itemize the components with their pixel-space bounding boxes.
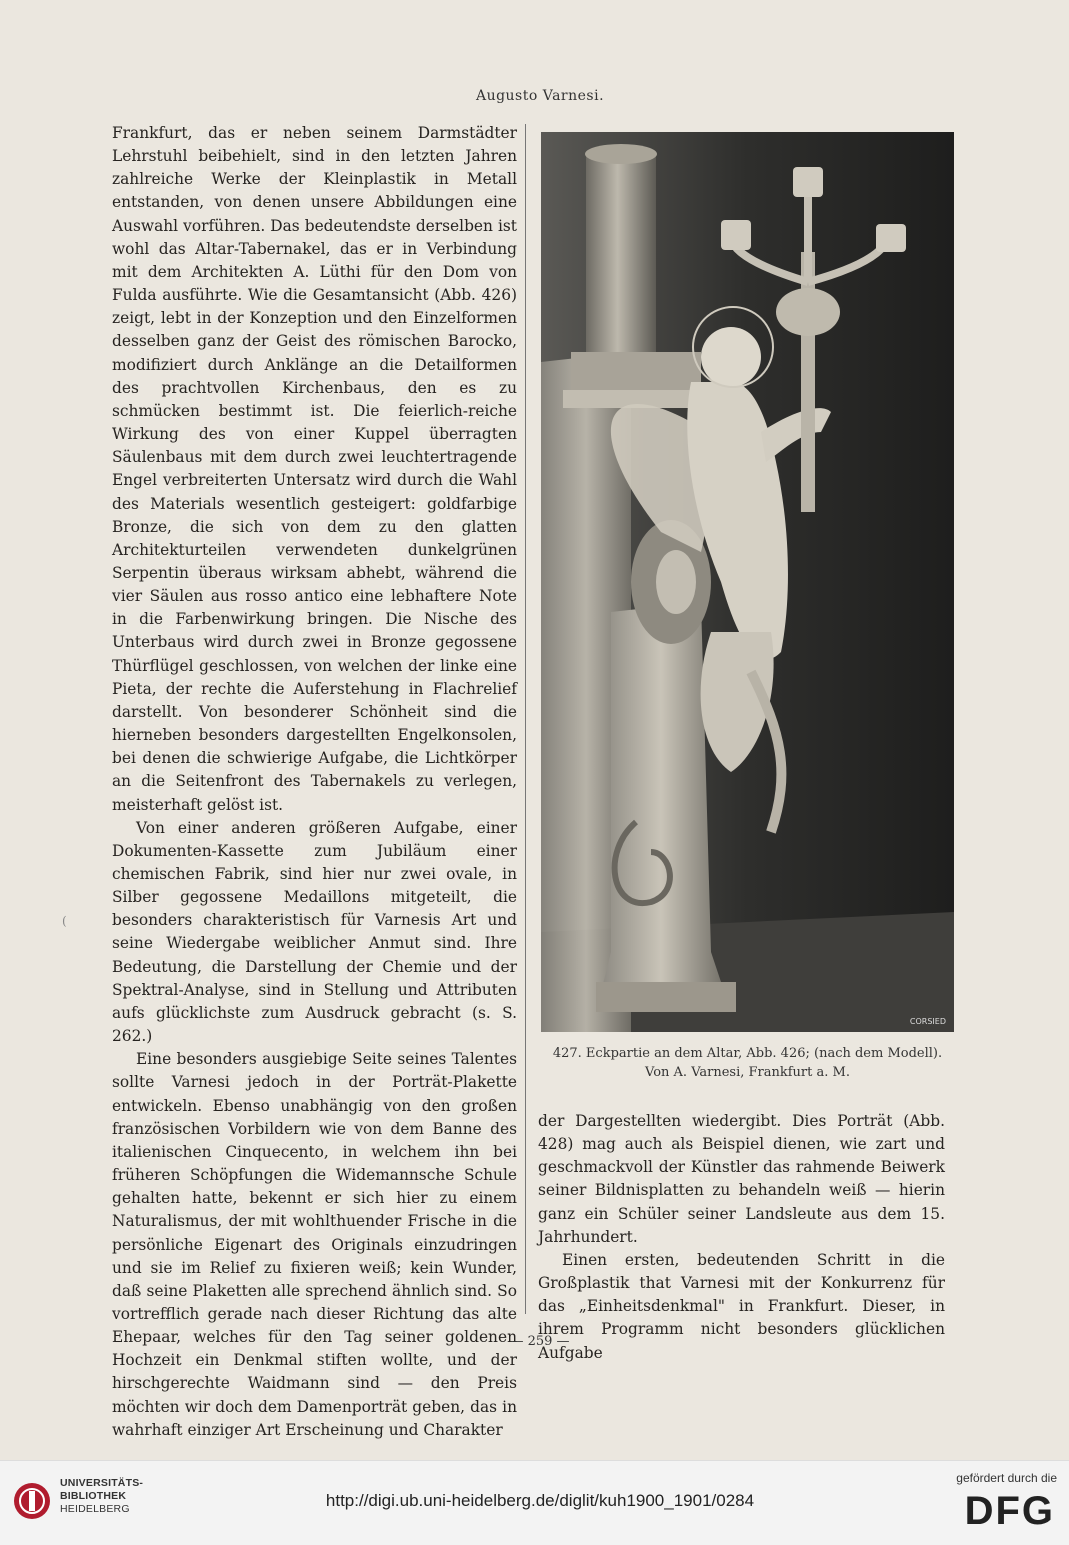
paragraph: Frankfurt, das er neben seinem Darmstädter Lehrstuhl beibehielt, sind in den letzten Jahren zahlreiche Werke der Kleinplastik in Metall entstanden, von denen unsere Abbildungen eine Auswahl vorführen. Das bedeutendste derselben ist wohl das Altar-Tabernakel, das er in Verbindung mit dem Architekten A. Lüthi für den Dom von Fulda ausführte. Wie die Gesamtansicht (Abb. 426) zeigt, lebt in der Konzeption und den Einzelformen desselben ganz der Geist des römischen Barocko, modifiziert durch Anklänge an die Detailformen des prachtvollen Kirchenbaus, den es zu schmücken bestimmt ist. Die feierlich-reiche Wirkung des von einer Kuppel überragten Säulenbaus mit dem durch zwei leuchtertragende Engel verbreiterten Untersatz wird durch die Wahl des Materials wesentlich gesteigert: goldfarbige Bronze, die sich von dem zu den glatten Architekturteilen verwendeten dunkelgrünen Serpentin überaus wirksam abhebt, während die vier Säulen aus rosso antico eine lebhaftere Note in die Farbenwirkung bringen. Die Nische des Unterbaus wird durch zwei in Bronze gegossene Thürflügel geschlossen, von welchen der linke eine Pieta, der rechte die Auferstehung in Flachrelief darstellt. Von besonderer Schönheit sind die hierneben besonders dargestellten Engelkonsolen, bei denen die schwierige Aufgabe, die Lichtkörper an die Seitenfront des Tabernakels zu verlegen, meisterhaft gelöst ist. — [112, 124, 517, 814]
photo-credit: CORSIED — [909, 1017, 946, 1026]
paragraph: der Dargestellten wiedergibt. Dies Porträt (Abb. 428) mag auch als Beispiel dienen, wie zart und geschmackvoll der Künstler das rahmende Beiwerk seiner Bildnisplatten zu behandeln weiß — hierin ganz ein Schüler seiner Landsleute aus dem 15. Jahrhundert. — [538, 1112, 945, 1246]
paragraph: Von einer anderen größeren Aufgabe, einer Dokumenten-Kassette zum Jubiläum einer chemischen Fabrik, sind hier nur zwei ovale, in Silber gegossene Medaillons mitgeteilt, die besonders charakteristisch für Varnesis Art und seine Wiedergabe weiblicher Anmut sind. Ihre Bedeutung, die Darstellung der Chemie und der Spektral-Analyse, sind in Stellung und Attributen aufs glücklichste zum Ausdruck gebracht (s. S. 262.) — [112, 818, 517, 1046]
university-seal-icon — [12, 1481, 52, 1521]
paragraph: Eine besonders ausgiebige Seite seines Talentes sollte Varnesi jedoch in der Porträt-Plakette entwickeln. Ebenso unabhängig von den großen französischen Vorbildern wie von dem Banne des italienischen Cinquecento, in welchem ihn bei früheren Schöpfungen die Widemannsche Schule gehalten hatte, bekennt er sich hier zu einem Naturalismus, der mit wohlthuender Frische in die persönliche Eigenart des Originals einzudringen und sie im Relief zu fixieren weiß; kein Wunder, daß seine Plaketten alle sprechend ähnlich sind. So vortrefflich gerade nach dieser Richtung das alte Ehepaar, welches für den Tag seiner goldenen Hochzeit ein Denkmal stiften wollte, und der hirschgerechte Waidmann sind — den Preis möchten wir doch dem Damenporträt geben, das in wahrhaft einziger Art Erscheinung und Charakter — [112, 1050, 517, 1439]
running-head: Augusto Varnesi. — [475, 88, 605, 104]
library-name — [60, 1477, 143, 1516]
angel-console-photo — [541, 132, 954, 1032]
caption-line: 427. Eckpartie an dem Altar, Abb. 426; (nach dem Modell). — [552, 1046, 943, 1061]
library-line: UNIVERSITÄTS- — [60, 1477, 144, 1489]
left-text-column — [112, 122, 517, 1442]
dfg-logo: DFG — [964, 1489, 1055, 1533]
caption-line: Von A. Varnesi, Frankfurt a. M. — [645, 1065, 850, 1080]
figure-photo — [541, 132, 954, 1032]
page-number: — 259 — — [510, 1334, 570, 1349]
viewer-footer — [0, 1460, 1069, 1545]
library-line: HEIDELBERG — [60, 1503, 130, 1515]
permalink-url[interactable]: http://digi.ub.uni-heidelberg.de/diglit/kuh1900_1901/0284 — [325, 1491, 755, 1510]
figure-caption — [541, 1044, 954, 1082]
paragraph: Einen ersten, bedeutenden Schritt in die Großplastik that Varnesi mit der Konkurrenz für das „Einheitsdenkmal" in Frankfurt. Dieser, in ihrem Programm nicht besonders glücklichen Aufgabe — [538, 1250, 945, 1362]
sponsor-label: gefördert durch die — [956, 1471, 1057, 1485]
column-divider — [525, 124, 526, 1314]
library-line: BIBLIOTHEK — [60, 1490, 127, 1502]
right-text-column — [538, 1110, 945, 1365]
margin-mark: ( — [62, 914, 67, 928]
